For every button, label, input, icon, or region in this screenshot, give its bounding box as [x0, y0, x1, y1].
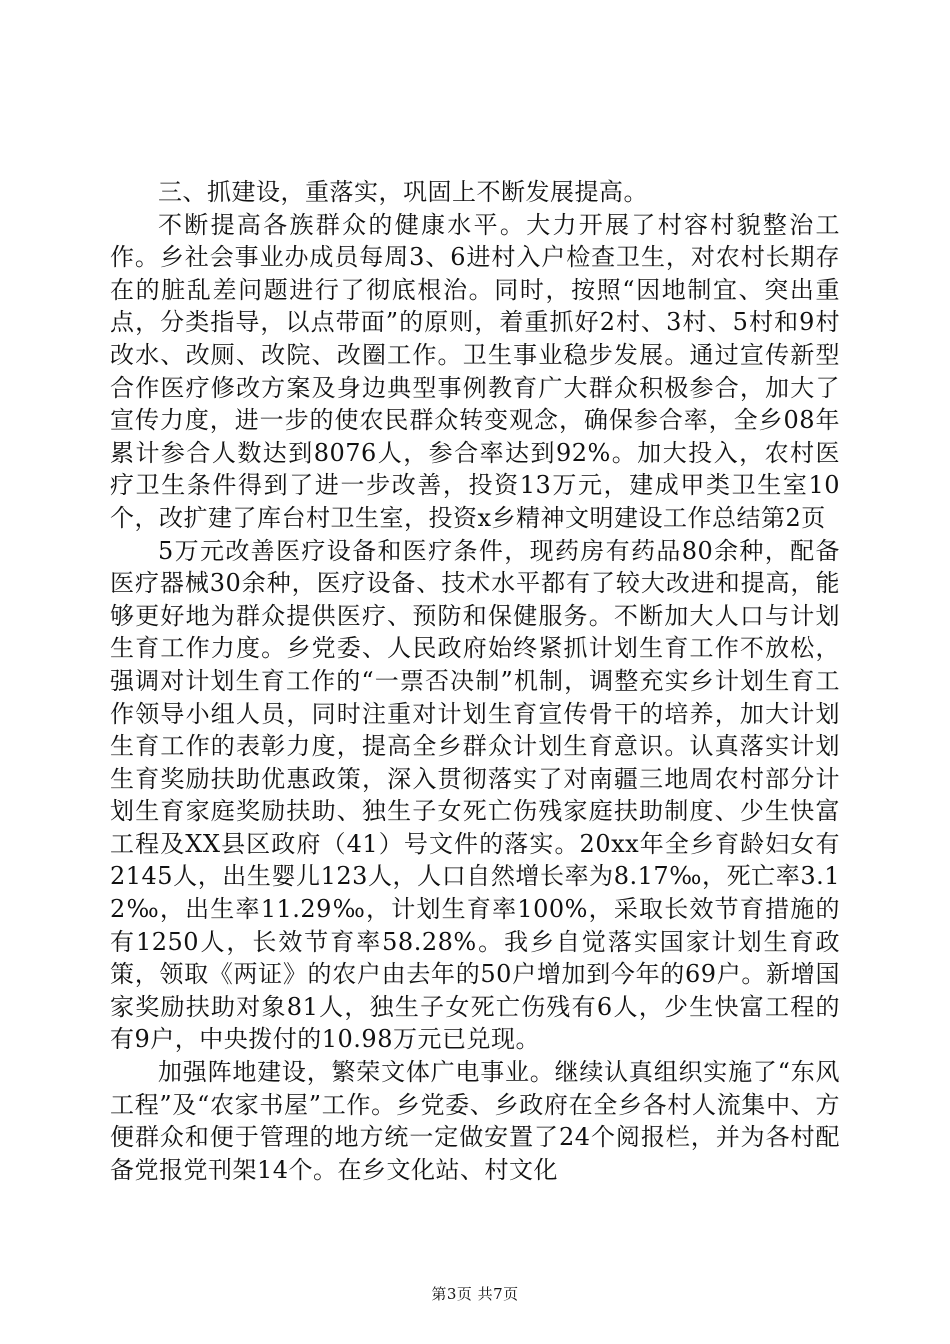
- page-footer: 第3页 共7页: [431, 1285, 519, 1303]
- paragraph-culture: 加强阵地建设，繁荣文体广电事业。继续认真组织实施了“东风工程”及“农家书屋”工作。乡党委、乡政府在全乡各村人流集中、方便群众和便于管理的地方统一定做安置了24个阅报栏，并为各村配备党报党刊架14个。在乡文化站、村文化: [110, 1058, 840, 1184]
- document-body: [110, 176, 840, 1186]
- paragraph-health: 不断提高各族群众的健康水平。大力开展了村容村貌整治工作。乡社会事业办成员每周3、6进村入户检查卫生，对农村长期存在的脏乱差问题进行了彻底根治。同时，按照“因地制宜、突出重点，分类指导，以点带面”的原则，着重抓好2村、3村、5村和9村改水、改厕、改院、改圈工作。卫生事业稳步发展。通过宣传新型合作医疗修改方案及身边典型事例教育广大群众积极参合，加大了宣传力度，进一步的使农民群众转变观念，确保参合率，全乡08年累计参合人数达到8076人，参合率达到92%。加大投入，农村医疗卫生条件得到了进一步改善，投资13万元，建成甲类卫生室10个，改扩建了库台村卫生室，投资x乡精神文明建设工作总结第2页: [110, 210, 840, 532]
- paragraph-family-planning: 5万元改善医疗设备和医疗条件，现药房有药品80余种，配备医疗器械30余种，医疗设备、技术水平都有了较大改进和提高，能够更好地为群众提供医疗、预防和保健服务。不断加大人口与计划生育工作力度。乡党委、人民政府始终紧抓计划生育工作不放松，强调对计划生育工作的“一票否决制”机制，调整充实乡计划生育工作领导小组人员，同时注重对计划生育宣传骨干的培养，加大计划生育工作的表彰力度，提高全乡群众计划生育意识。认真落实计划生育奖励扶助优惠政策，深入贯彻落实了对南疆三地周农村部分计划生育家庭奖励扶助、独生子女死亡伤残家庭扶助制度、少生快富工程及XX县区政府（41）号文件的落实。20xx年全乡育龄妇女有2145人，出生婴儿123人，人口自然增长率为8.17‰，死亡率3.12‰，出生率11.29‰，计划生育率100%，采取长效节育措施的有1250人，长效节育率58.28%。我乡自觉落实国家计划生育政策，领取《两证》的农户由去年的50户增加到今年的69户。新增国家奖励扶助对象81人，独生子女死亡伤残有6人，少生快富工程的有9户，中央拨付的10.98万元已兑现。: [110, 536, 840, 1054]
- section-heading: 三、抓建设，重落实，巩固上不断发展提高。: [158, 178, 648, 206]
